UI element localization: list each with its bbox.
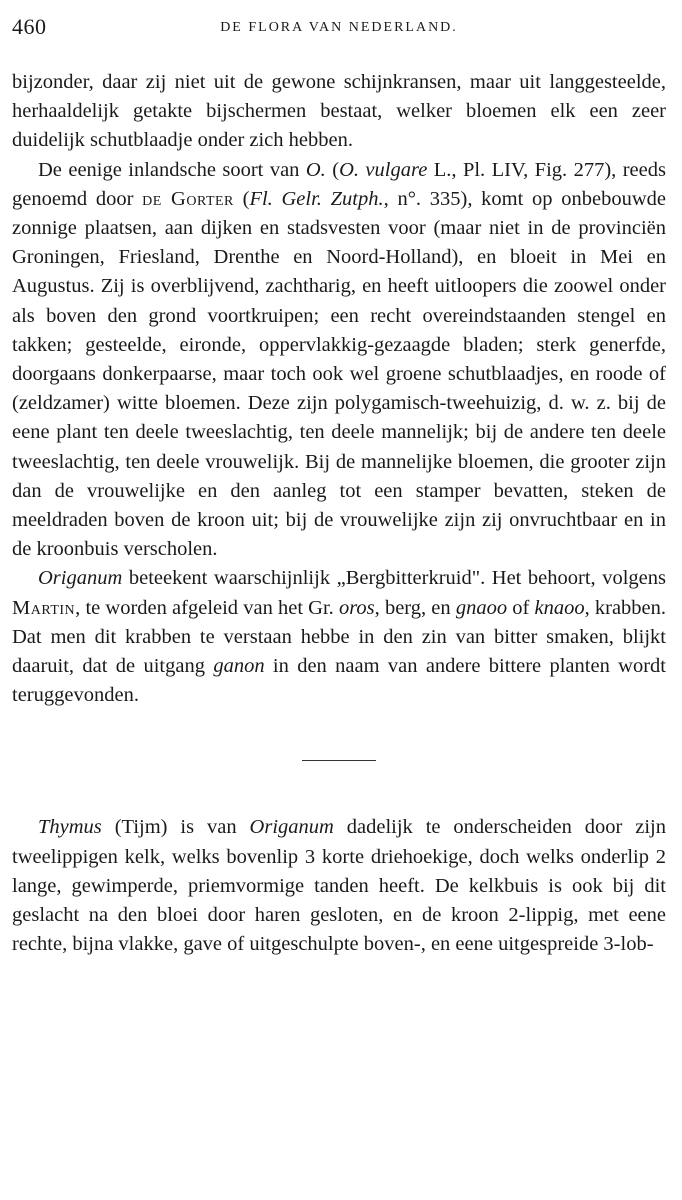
p2-author-name: de Gorter (142, 187, 234, 210)
p3-text-2: beteekent waarschijnlijk „Bergbitterkruid". Het behoort, volgens (122, 567, 666, 590)
p2-text-5: L., Pl. LIV, Fig. 277), reeds genoemd door (12, 158, 666, 210)
p2-text-7: ( (233, 187, 250, 210)
p2-text-3: ( (325, 158, 340, 181)
p2-text-1: De eenige inlandsche soort van (38, 158, 306, 181)
page-number: 460 (12, 14, 47, 39)
p3-text-4: , te worden afgeleid van het Gr. (75, 596, 339, 619)
page-header (12, 0, 666, 46)
p2-species-name: O. vulgare (339, 158, 428, 181)
paragraph-etymology (12, 564, 666, 710)
p3-greek-gnaoo: gnaoo (455, 596, 508, 619)
p3-genus-name: Origanum (38, 567, 123, 590)
p3-suffix-ganon: ganon (213, 655, 265, 678)
p4-text-2: (Tijm) is van (101, 816, 250, 839)
p2-work-title: Fl. Gelr. Zutph. (249, 187, 384, 210)
p3-text-6: , berg, en (374, 596, 456, 619)
p4-genus-origanum: Origanum (249, 816, 334, 839)
running-title: DE FLORA VAN NEDERLAND. (220, 20, 458, 35)
p3-text-12: in den naam van andere bittere planten wordt teruggevonden. (12, 655, 666, 707)
p3-greek-oros: oros (338, 596, 375, 619)
p2-genus-abbrev: O. (305, 158, 326, 181)
p3-author-name: Martin (12, 596, 76, 619)
p3-greek-knaoo: knaoo (534, 596, 585, 619)
p2-text-9: , n°. 335), komt op onbebouwde zonnige plaatsen, aan dijken en stadsvesten voor (maar niet in de provinciën Groningen, Friesland, Drenthe en Noord-Holland), en bloeit in Mei en Augustus. Zij is overblijvend, zachtharig, en heeft uitloopers die zoowel onder als boven den grond voortkruipen; een recht overeindstaanden stengel en takken; gesteelde, eironde, oppervlakkig-gezaagde bladen; sterk generfde, doorgaans donkerpaarse, maar toch ook wel groene schutblaadjes, en roode of (zeldzamer) witte bloemen. Deze zijn polygamisch-tweehuizig, d. w. z. bij de eene plant ten deele tweeslachtig, ten deele mannelijk; bij de andere ten deele tweeslachtig, ten deele vrouwelijk. Bij de mannelijke bloemen, die grooter zijn dan de vrouwelijke en den aanleg tot een stamper bevatten, steken de meeldraden boven de kroon uit; bij de vrouwelijke zijn zij onvruchtbaar en in de kroonbuis verscholen. (12, 187, 666, 561)
book-page (12, 0, 666, 1200)
p4-genus-thymus: Thymus (38, 816, 102, 839)
paragraph-continuation (12, 68, 666, 156)
paragraph-origanum-vulgare (12, 156, 666, 565)
paragraph-thymus (12, 813, 666, 959)
p3-text-8: of (507, 596, 535, 619)
p4-text-4: dadelijk te onderscheiden door zijn tweelippigen kelk, welks bovenlip 3 korte driehoekige, doch welks onderlip 2 lange, gewimperde, priemvormige tanden heeft. De kelkbuis is ook bij dit geslacht na den bloei door haren gesloten, en de kroon 2-lippig, met eene rechte, bijna vlakke, gave of uitgeschulpte boven-, en eene uitgespreide 3-lob- (12, 816, 666, 956)
paragraph-1-text: bijzonder, daar zij niet uit de gewone schijnkransen, maar uit langgesteelde, herhaaldelijk getakte bijschermen bestaat, welker bloemen elk een zeer duidelijk schutblaadje onder zich hebben. (12, 71, 666, 152)
section-divider (302, 760, 376, 761)
p3-text-10: , krabben. Dat men dit krabben te verstaan hebbe in den zin van bitter smaken, blijkt daaruit, dat de uitgang (12, 596, 667, 678)
